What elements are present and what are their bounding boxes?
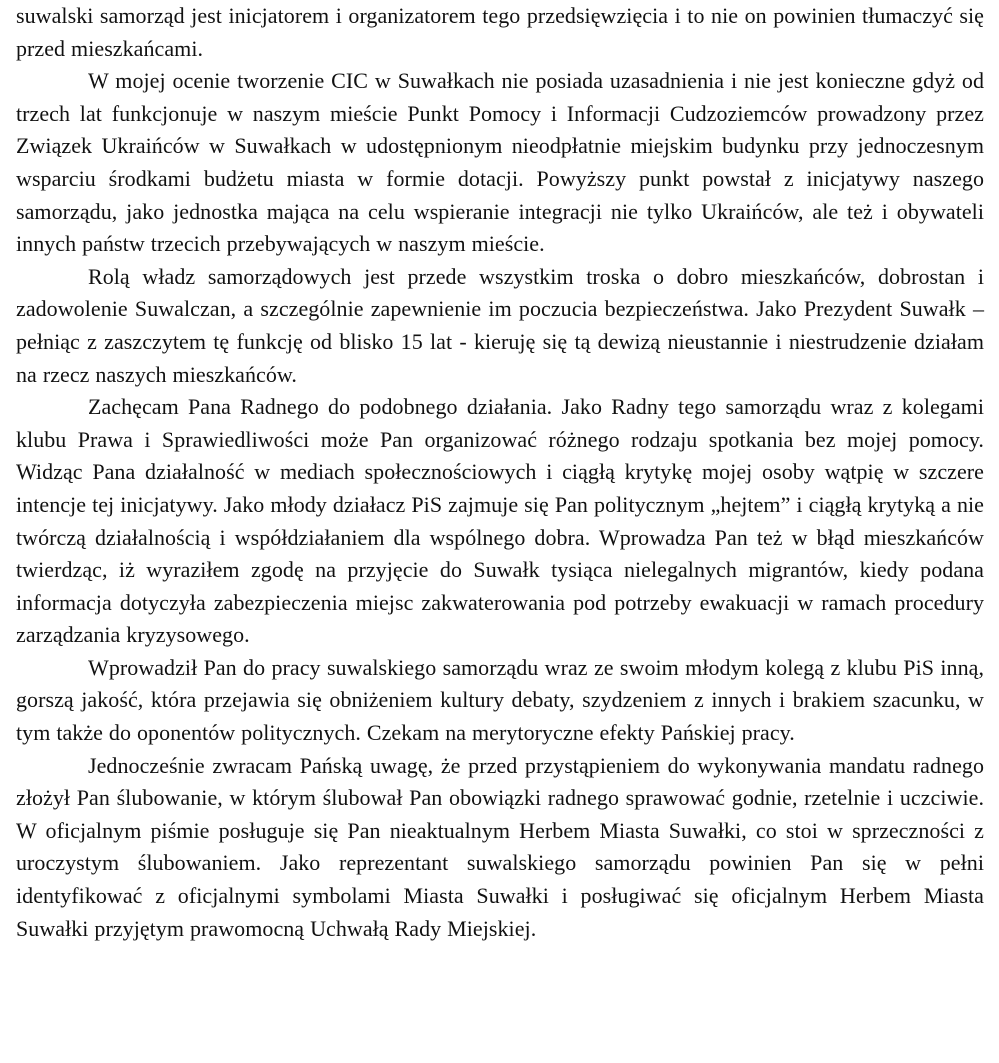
paragraph-3: Rolą władz samorządowych jest przede wszystkim troska o dobro mieszkańców, dobrostan i zadowolenie Suwalczan, a szczególnie zapewnienie im poczucia bezpieczeństwa. Jako Prezydent Suwałk – pełniąc z zaszczytem tę funkcję od blisko 15 lat - kieruję się tą dewizą nieustannie i niestrudzenie działam na rzecz naszych mieszkańców. <box>16 263 984 387</box>
paragraph-1: suwalski samorząd jest inicjatorem i organizatorem tego przedsięwzięcia i to nie on powinien tłumaczyć się przed mieszkańcami. <box>16 3 984 61</box>
document-page <box>16 0 984 945</box>
paragraph-2: W mojej ocenie tworzenie CIC w Suwałkach nie posiada uzasadnienia i nie jest konieczne gdyż od trzech lat funkcjonuje w naszym mieście Punkt Pomocy i Informacji Cudzoziemców prowadzony przez Związek Ukraińców w Suwałkach w udostępnionym nieodpłatnie miejskim budynku przy jednoczesnym wsparciu środkami budżetu miasta w formie dotacji. Powyższy punkt powstał z inicjatywy naszego samorządu, jako jednostka mająca na celu wspieranie integracji nie tylko Ukraińców, ale też i obywateli innych państw trzecich przebywających w naszym mieście. <box>16 68 984 257</box>
paragraph-5: Wprowadził Pan do pracy suwalskiego samorządu wraz ze swoim młodym kolegą z klubu PiS inną, gorszą jakość, która przejawia się obniżeniem kultury debaty, szydzeniem z innych i brakiem szacunku, w tym także do oponentów politycznych. Czekam na merytoryczne efekty Pańskiej pracy. <box>16 654 984 746</box>
paragraph-6: Jednocześnie zwracam Pańską uwagę, że przed przystąpieniem do wykonywania mandatu radnego złożył Pan ślubowanie, w którym ślubował Pan obowiązki radnego sprawować godnie, rzetelnie i uczciwie. W oficjalnym piśmie posługuje się Pan nieaktualnym Herbem Miasta Suwałki, co stoi w sprzeczności z uroczystym ślubowaniem. Jako reprezentant suwalskiego samorządu powinien Pan się w pełni identyfikować z oficjalnymi symbolami Miasta Suwałki i posługiwać się oficjalnym Herbem Miasta Suwałki przyjętym prawomocną Uchwałą Rady Miejskiej. <box>16 752 984 941</box>
paragraph-4: Zachęcam Pana Radnego do podobnego działania. Jako Radny tego samorządu wraz z kolegami klubu Prawa i Sprawiedliwości może Pan organizować różnego rodzaju spotkania bez mojej pomocy. Widząc Pana działalność w mediach społecznościowych i ciągłą krytykę mojej osoby wątpię w szczere intencje tej inicjatywy. Jako młody działacz PiS zajmuje się Pan politycznym „hejtem” i ciągłą krytyką a nie twórczą działalnością i współdziałaniem dla wspólnego dobra. Wprowadza Pan też w błąd mieszkańców twierdząc, iż wyraziłem zgodę na przyjęcie do Suwałk tysiąca nielegalnych migrantów, kiedy podana informacja dotyczyła zabezpieczenia miejsc zakwaterowania pod potrzeby ewakuacji w ramach procedury zarządzania kryzysowego. <box>16 394 984 648</box>
